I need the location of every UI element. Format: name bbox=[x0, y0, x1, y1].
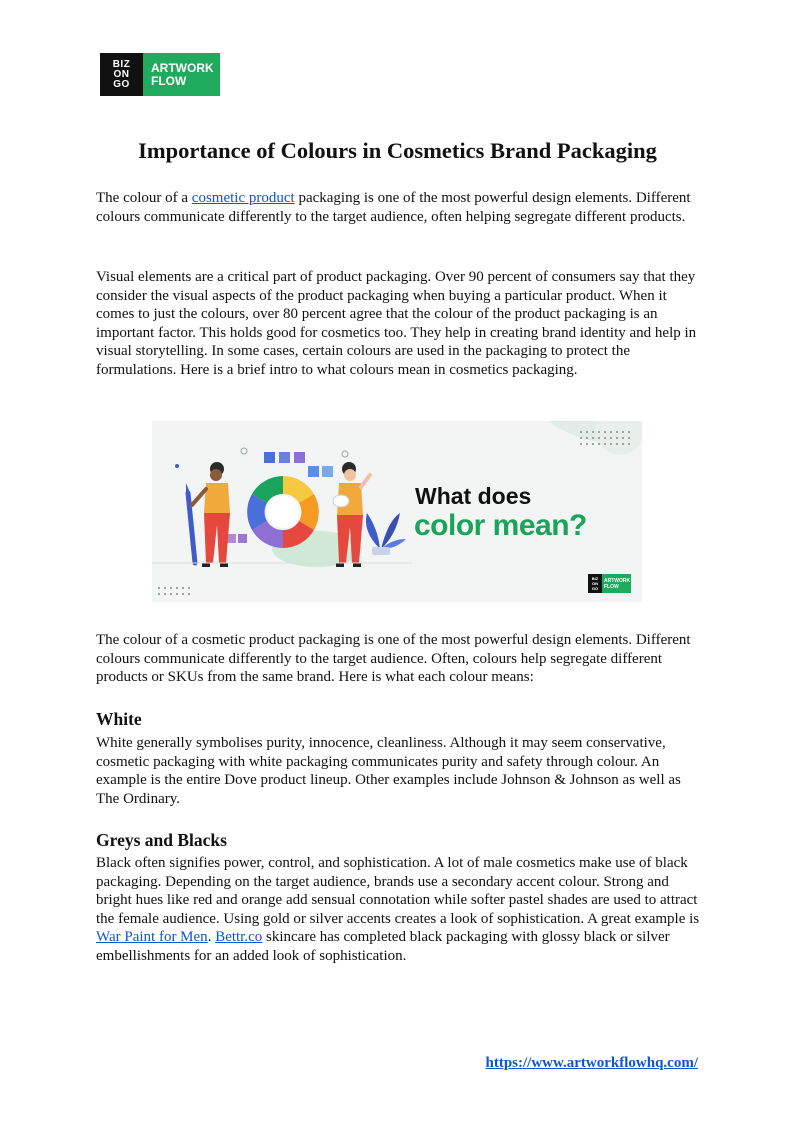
greys-blacks-paragraph bbox=[96, 854, 701, 965]
banner-logo-text-2: ON bbox=[592, 581, 598, 586]
logo-text-5: FLOW bbox=[151, 73, 187, 88]
sparkle-ring-icon-2 bbox=[241, 448, 247, 454]
banner-heading-line-2: color mean? bbox=[414, 509, 587, 542]
swatch-blue-2 bbox=[279, 452, 290, 463]
color-meaning-banner bbox=[152, 421, 642, 602]
swatch-purple bbox=[294, 452, 305, 463]
intro-text-b: packaging is one of the most powerful design elements. Different colours communicate differently to the target audience, often helping segregate different products. bbox=[96, 190, 691, 225]
logo-text-2: ON bbox=[113, 68, 130, 80]
page-title: Importance of Colours in Cosmetics Brand Packaging bbox=[138, 138, 657, 163]
swatch-lavender-2 bbox=[238, 534, 247, 543]
color-wheel-icon bbox=[247, 476, 319, 548]
greys-text-a: Black often signifies power, control, and sophistication. A lot of male cosmetics make use of black packaging. Depending on the target audience, brands use a secondary accent colour. Strong and bright hues like red and orange add sensual connotation while softer pastel shades are used to attract the female audience. Using gold or silver accents creates a look of sophistication. A great example is bbox=[96, 855, 700, 927]
bettr-co-link[interactable]: Bettr.co bbox=[215, 929, 263, 945]
banner-logo-mark bbox=[588, 574, 602, 593]
swatch-blue-4 bbox=[322, 466, 333, 477]
banner-logo-text-5: FLOW bbox=[604, 583, 619, 590]
greys-blacks-heading: Greys and Blacks bbox=[96, 830, 227, 850]
logo-mark bbox=[100, 53, 143, 96]
visual-elements-paragraph: Visual elements are a critical part of product packaging. Over 90 percent of consumers say that they consider the visual aspects of the product packaging when buying a particular product. When it comes to just the colours, over 80 percent agree that the colour of the product packaging is an important factor. This holds good for cosmetics too. They help in creating brand identity and help in visual storytelling. In some cases, certain colours are used in the packaging to protect the formulations. Here is a brief intro to what colours mean in cosmetics packaging. bbox=[96, 269, 697, 378]
brand-logo bbox=[100, 53, 220, 96]
intro-text-a: The colour of a bbox=[96, 190, 192, 206]
banner-logo-wordmark bbox=[602, 574, 631, 593]
plant-icon bbox=[366, 513, 406, 555]
banner-logo bbox=[588, 574, 631, 593]
cosmetic-product-link[interactable]: cosmetic product bbox=[191, 190, 295, 206]
corner-circle bbox=[596, 421, 642, 455]
white-heading: White bbox=[96, 709, 142, 729]
banner-logo-text-1: BIZ bbox=[591, 576, 599, 581]
logo-text-3: GO bbox=[113, 78, 130, 90]
logo-text-4: ARTWORK bbox=[151, 60, 214, 75]
footer-website-link[interactable]: https://www.artworkflowhq.com/ bbox=[485, 1055, 698, 1071]
colours-intro-paragraph: The colour of a cosmetic product packaging is one of the most powerful design elements. Different colours communicate differently to the target audience. Often, colours help segregate different products or SKUs from the same brand. Here is what each colour means: bbox=[96, 632, 691, 685]
person-with-brush-icon bbox=[186, 462, 230, 567]
greys-text-b: skincare has completed black packaging with glossy black or silver embellishments for an added look of sophistication. bbox=[96, 929, 670, 964]
logo-text-1: BIZ bbox=[112, 58, 131, 70]
logo-wordmark bbox=[143, 53, 220, 96]
intro-paragraph bbox=[96, 189, 701, 226]
banner-logo-text-4: ARTWORK bbox=[604, 577, 631, 584]
dot-grid-bottom-icon bbox=[158, 587, 190, 595]
white-paragraph: White generally symbolises purity, innocence, cleanliness. Although it may seem conservative, cosmetic packaging with white packaging communicates purity and safety through colour. An example is the entire Dove product lineup. Other examples include Johnson & Johnson as well as The Ordinary. bbox=[96, 735, 681, 807]
swatch-blue-1 bbox=[264, 452, 275, 463]
war-paint-for-men-link[interactable]: War Paint for Men bbox=[96, 929, 208, 945]
person-with-palette-icon bbox=[333, 462, 370, 567]
greys-separator: . bbox=[207, 929, 216, 945]
sparkle-ring-icon bbox=[342, 451, 348, 457]
swatch-lavender-1 bbox=[227, 534, 236, 543]
swatch-blue-3 bbox=[308, 466, 319, 477]
sparkle-icon bbox=[175, 464, 179, 468]
banner-heading-line-1: What does bbox=[415, 483, 532, 509]
banner-logo-text-3: GO bbox=[591, 586, 599, 591]
